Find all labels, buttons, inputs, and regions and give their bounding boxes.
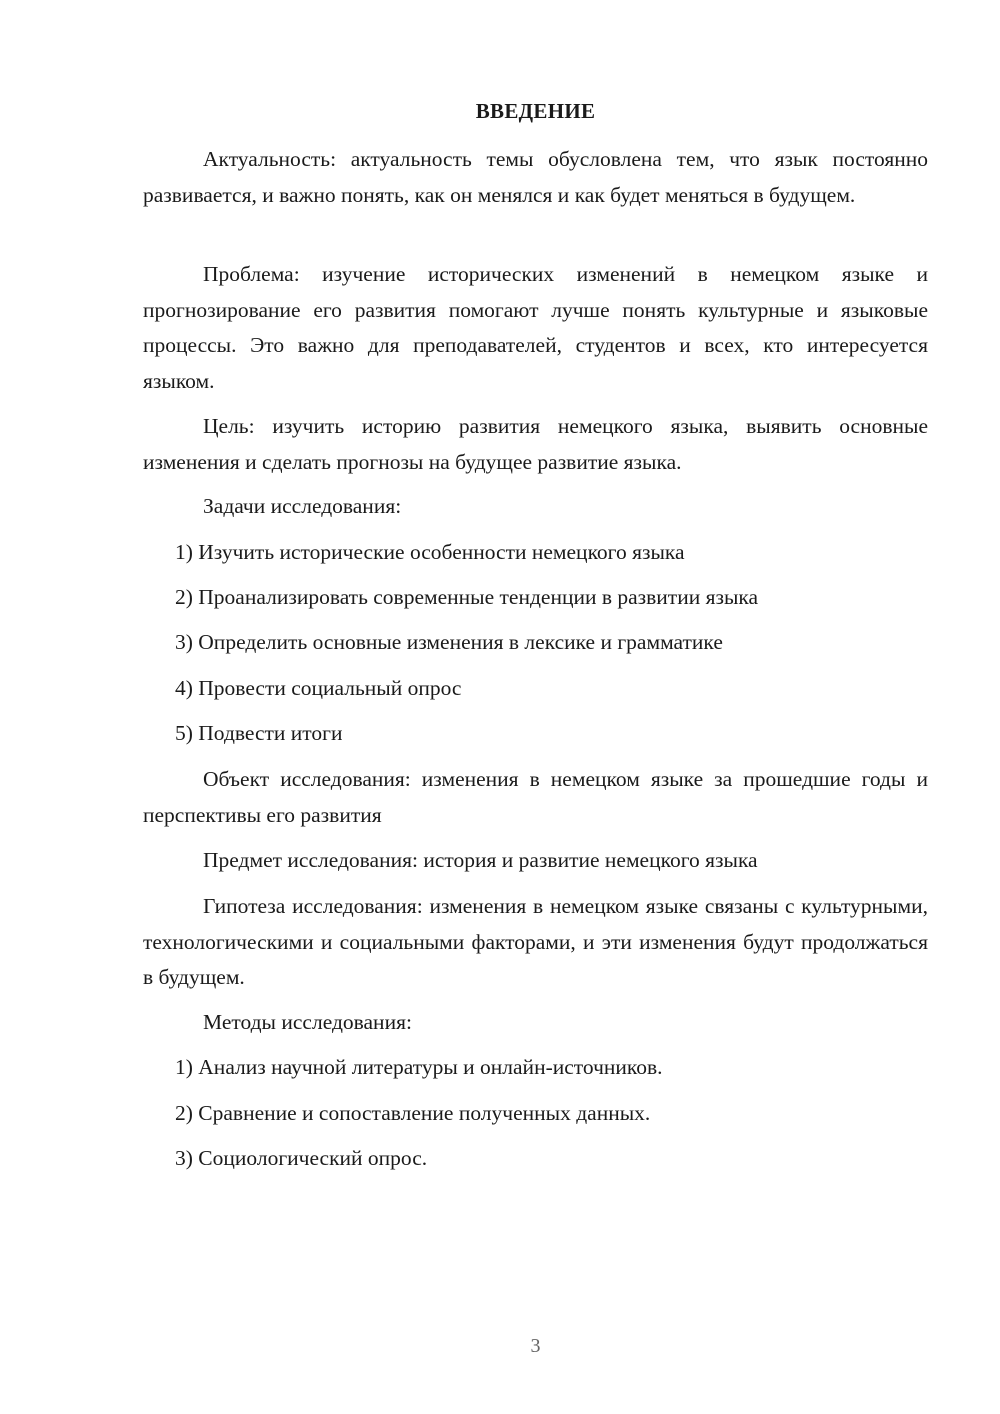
relevance-paragraph: Актуальность: актуальность темы обусловлена тем, что язык постоянно развивается, и важно понять, как он менялся и как будет меняться в будущем. xyxy=(143,147,928,207)
goal-paragraph: Цель: изучить историю развития немецкого языка, выявить основные изменения и сделать прогнозы на будущее развитие языка. xyxy=(143,414,928,474)
page-title: ВВЕДЕНИЕ xyxy=(475,99,596,123)
task-item-4: 4) Провести социальный опрос xyxy=(175,676,462,700)
method-item-2: 2) Сравнение и сопоставление полученных данных. xyxy=(175,1101,651,1125)
method-item-3: 3) Социологический опрос. xyxy=(175,1146,428,1170)
subject-paragraph: Предмет исследования: история и развитие немецкого языка xyxy=(203,848,758,872)
problem-paragraph: Проблема: изучение исторических изменений в немецком языке и прогнозирование его развития помогают лучше понять культурные и языковые процессы. Это важно для преподавателей, студентов и всех, кто интересуется языком. xyxy=(143,262,928,393)
methods-heading: Методы исследования: xyxy=(203,1010,412,1034)
page-number: 3 xyxy=(530,1335,541,1357)
object-paragraph: Объект исследования: изменения в немецком языке за прошедшие годы и перспективы его развития xyxy=(143,767,928,827)
task-item-3: 3) Определить основные изменения в лексике и грамматике xyxy=(175,630,723,654)
tasks-heading: Задачи исследования: xyxy=(203,494,402,518)
task-item-2: 2) Проанализировать современные тенденции в развитии языка xyxy=(175,585,759,609)
document-page xyxy=(143,0,928,1414)
hypothesis-paragraph: Гипотеза исследования: изменения в немецком языке связаны с культурными, технологическими и социальными факторами, и эти изменения будут продолжаться в будущем. xyxy=(143,894,928,989)
method-item-1: 1) Анализ научной литературы и онлайн-источников. xyxy=(175,1055,663,1079)
task-item-5: 5) Подвести итоги xyxy=(175,721,343,745)
task-item-1: 1) Изучить исторические особенности немецкого языка xyxy=(175,540,685,564)
